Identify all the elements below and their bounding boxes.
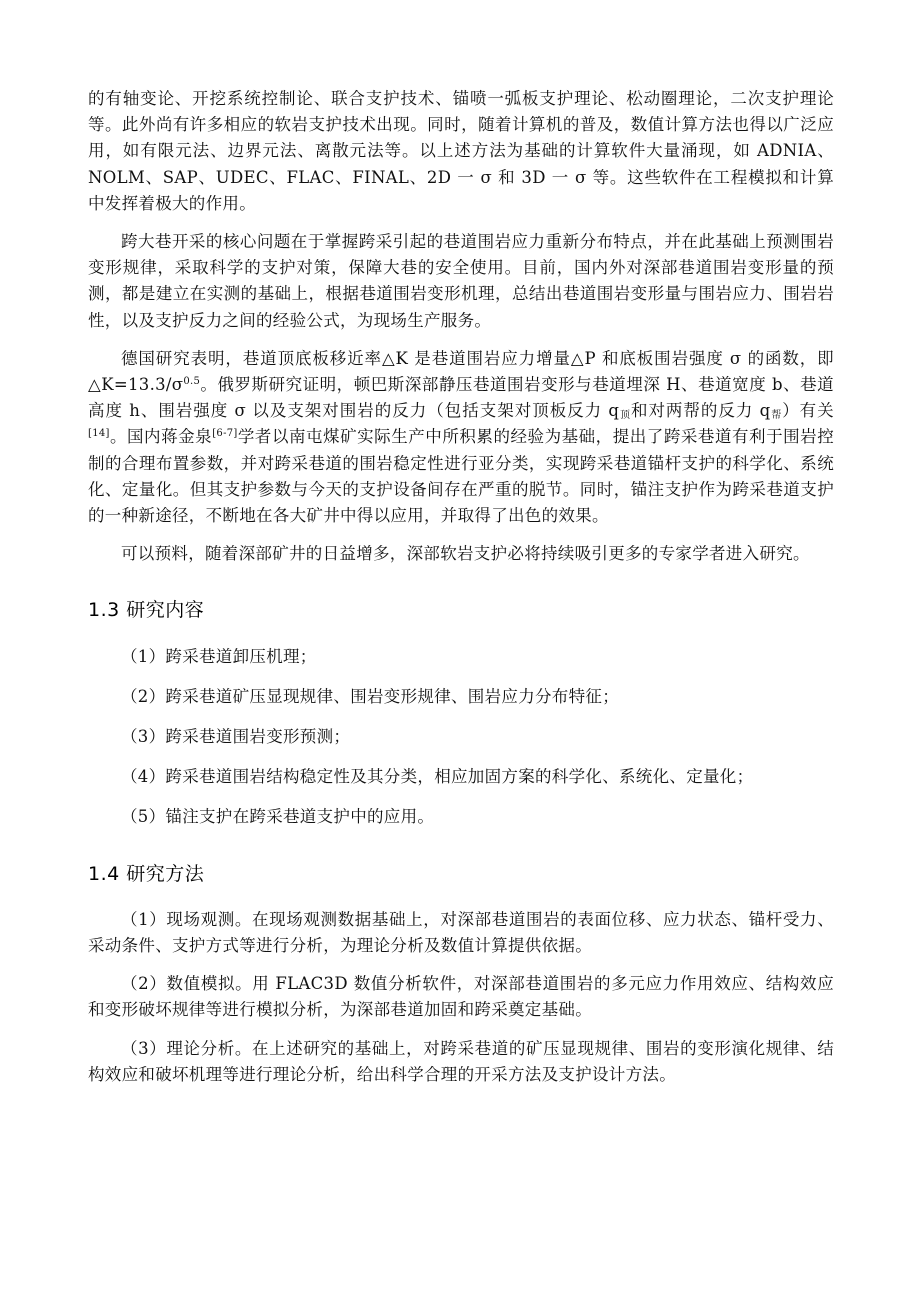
list-item: （2）跨采巷道矿压显现规律、围岩变形规律、围岩应力分布特征； (121, 686, 619, 706)
subscript-sides: 帮 (770, 410, 783, 422)
list-item: （3）跨采巷道围岩变形预测； (121, 727, 351, 747)
list-item: （1）跨采巷道卸压机理； (121, 646, 317, 666)
text-segment: 。俄罗斯研究证明，顿巴斯深部静压巷道围岩变形与巷道埋深 H、巷道宽度 b、巷道高度 h、围岩强度 σ 以及支架对围岩的反力（包括支架对顶板反力 q (88, 375, 834, 421)
paragraph-software: 的有轴变论、开挖系统控制论、联合支护技术、锚喷一弧板支护理论、松动圈理论，二次支护理论等。此外尚有许多相应的软岩支护技术出现。同时，随着计算机的普及，数值计算方法也得以广泛应用，如有限元法、边界元法、离散元法等。以上述方法为基础的计算软件大量涌现，如 ADNIA、NOLM、SAP、UDEC、FLAC、FINAL、2D 一 σ 和 3D 一 σ 等。这些软件在工程模拟和计算中发挥着极大的作用。 (88, 89, 834, 213)
text-segment: 学者以南屯煤矿实际生产中所积累的经验为基础，提出了跨采巷道有利于围岩控制的合理布置参数，并对跨采巷道的围岩稳定性进行亚分类，实现跨采巷道锚杆支护的科学化、系统化、定量化。但其支护参数与今天的支护设备间存在严重的脱节。同时，锚注支护作为跨采巷道支护的一种新途径，不断地在各大矿井中得以应用，并取得了出色的效果。 (88, 427, 834, 526)
text-segment: 德国研究表明，巷道顶底板移近率△K 是巷道围岩应力增量△P 和底板围岩强度 σ 的函数，即△K=13.3/σ (88, 348, 834, 395)
list-item: （1）现场观测。在现场观测数据基础上，对深部巷道围岩的表面位移、应力状态、锚杆受力、采动条件、支护方式等进行分析，为理论分析及数值计算提供依据。 (88, 909, 834, 956)
section-heading-research-methods: 1.4 研究方法 (88, 862, 205, 885)
document-page (88, 86, 834, 1100)
text-segment: 。国内蒋金泉 (109, 427, 213, 447)
text-segment: 和对两帮的反力 q (630, 401, 771, 421)
superscript-exponent: 0.5 (183, 376, 201, 388)
research-content-list (88, 644, 834, 831)
subscript-roof: 顶 (619, 410, 631, 422)
paragraph-core-problem: 跨大巷开采的核心问题在于掌握跨采引起的巷道围岩应力重新分布特点，并在此基础上预测围岩变形规律，采取科学的支护对策，保障大巷的安全使用。目前，国内外对深部巷道围岩变形量的预测，都是建立在实测的基础上，根据巷道围岩变形机理，总结出巷道围岩变形量与围岩应力、围岩岩性，以及支护反力之间的经验公式，为现场生产服务。 (88, 232, 834, 330)
list-item: （2）数值模拟。用 FLAC3D 数值分析软件，对深部巷道围岩的多元应力作用效应、结构效应和变形破坏规律等进行模拟分析，为深部巷道加固和跨采奠定基础。 (88, 974, 834, 1020)
text-segment: ）有关 (782, 401, 834, 421)
paragraph-research-review (88, 346, 834, 529)
citation-6-7: [6-7] (212, 428, 238, 440)
paragraph-outlook: 可以预料，随着深部矿井的日益增多，深部软岩支护必将持续吸引更多的专家学者进入研究。 (121, 544, 810, 564)
list-item: （3）理论分析。在上述研究的基础上，对跨采巷道的矿压显现规律、围岩的变形演化规律、结构效应和破坏机理等进行理论分析，给出科学合理的开采方法及支护设计方法。 (88, 1038, 834, 1084)
citation-14: [14] (88, 428, 110, 440)
research-methods-list (88, 907, 834, 1088)
list-item: （4）跨采巷道围岩结构稳定性及其分类，相应加固方案的科学化、系统化、定量化； (121, 767, 754, 787)
list-item: （5）锚注支护在跨采巷道支护中的应用。 (121, 807, 435, 827)
section-heading-research-content: 1.3 研究内容 (88, 599, 205, 622)
